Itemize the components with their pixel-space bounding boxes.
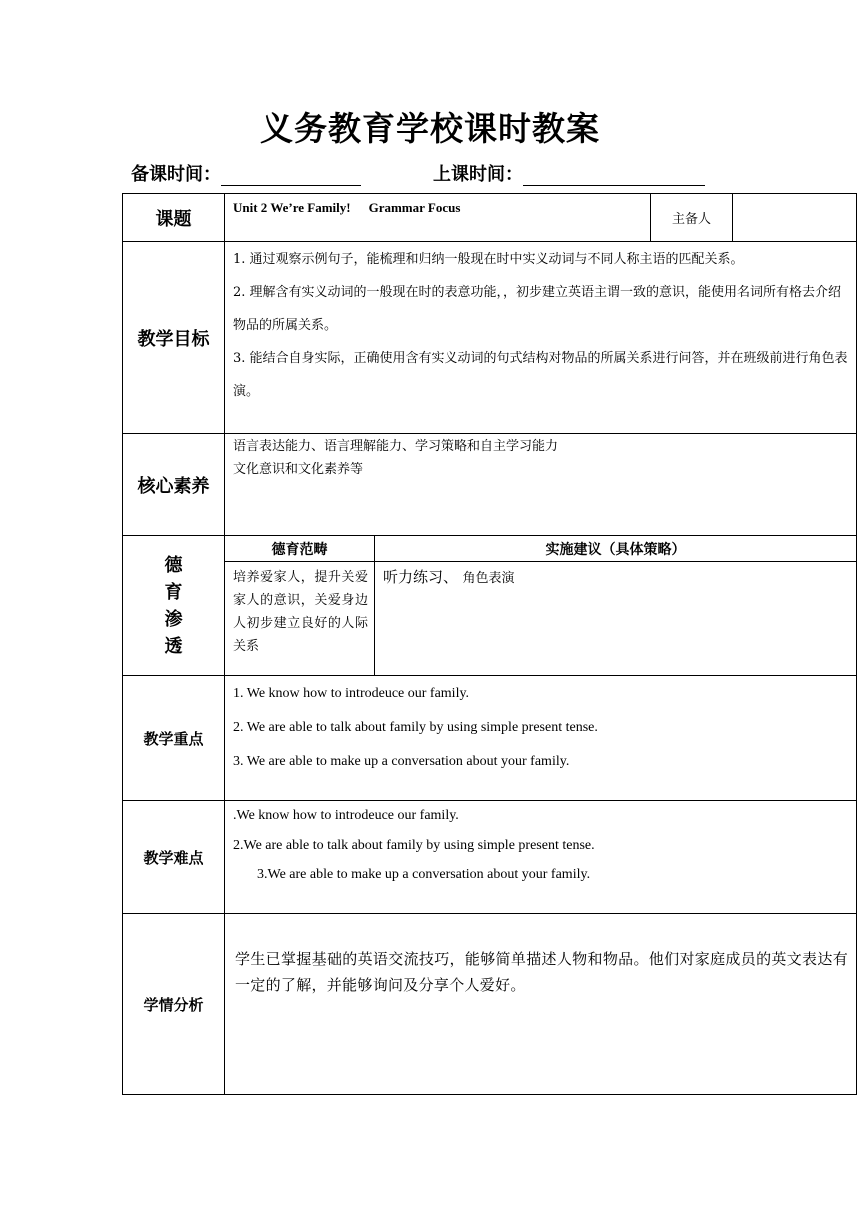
difficulties-content [225, 801, 857, 914]
core-literacy-row [123, 434, 857, 536]
topic-label: 课题 [123, 194, 225, 242]
moral-education-label [123, 536, 225, 676]
objectives-label: 教学目标 [123, 242, 225, 434]
topic-row [123, 194, 857, 242]
difficulty-item: .We know how to introdeuce our family. [233, 808, 459, 823]
class-time-field [433, 160, 705, 186]
analysis-label: 学情分析 [123, 914, 225, 1095]
topic-section: Grammar Focus [368, 200, 461, 215]
core-literacy-content [225, 434, 857, 536]
key-point-item: 2. We are able to talk about family by using simple present tense. [233, 720, 598, 735]
prep-time-field [131, 160, 361, 186]
moral-header-row [123, 536, 857, 562]
moral-category-content: 培养爱家人，提升关爱家人的意识，关爱身边人初步建立良好的人际关系 [225, 562, 375, 676]
moral-label-char: 德 [164, 554, 183, 576]
difficulties-row [123, 801, 857, 914]
owner-label: 主备人 [651, 194, 733, 242]
key-point-item: 1. We know how to introdeuce our family. [233, 686, 470, 701]
analysis-content: 学生已掌握基础的英语交流技巧，能够简单描述人物和物品。他们对家庭成员的英文表达有一定的了解，并能够询问及分享个人爱好。 [225, 914, 857, 1095]
key-points-content [225, 676, 857, 801]
topic-unit: Unit 2 We’re Family! [233, 200, 351, 215]
objective-item: 3. 能结合自身实际，正确使用含有实义动词的句式结构对物品的所属关系进行问答，并在班级前进行角色表演。 [233, 351, 848, 399]
owner-value [733, 194, 857, 242]
moral-label-char: 育 [164, 581, 183, 603]
difficulties-label: 教学难点 [123, 801, 225, 914]
key-point-item: 3. We are able to make up a conversation about your family. [233, 754, 570, 769]
core-literacy-line: 文化意识和文化素养等 [233, 462, 364, 477]
objectives-content [225, 242, 857, 434]
moral-content-row [123, 562, 857, 676]
difficulty-item: 3.We are able to make up a conversation about your family. [257, 867, 591, 882]
class-time-label: 上课时间： [433, 164, 523, 185]
key-points-row [123, 676, 857, 801]
analysis-row [123, 914, 857, 1095]
moral-label-char: 透 [164, 635, 183, 657]
core-literacy-line: 语言表达能力、语言理解能力、学习策略和自主学习能力 [233, 439, 559, 454]
moral-label-char: 渗 [164, 608, 183, 630]
suggestion-main: 听力练习、 [383, 568, 459, 586]
document-title: 义务教育学校课时教案 [260, 109, 600, 148]
objectives-row [123, 242, 857, 434]
moral-suggestion-header: 实施建议（具体策略） [375, 536, 857, 562]
moral-category-header: 德育范畴 [225, 536, 375, 562]
lesson-plan-table [122, 193, 857, 1095]
class-time-blank [523, 165, 705, 186]
topic-value [225, 194, 651, 242]
prep-time-label: 备课时间： [131, 164, 221, 185]
suggestion-rest: 角色表演 [462, 571, 515, 586]
objective-item: 1. 通过观察示例句子，能梳理和归纳一般现在时中实义动词与不同人称主语的匹配关系。 [233, 252, 744, 267]
key-points-label: 教学重点 [123, 676, 225, 801]
core-literacy-label: 核心素养 [123, 434, 225, 536]
difficulty-item: 2.We are able to talk about family by using simple present tense. [233, 838, 595, 853]
prep-time-blank [221, 165, 361, 186]
moral-suggestion-content [375, 562, 857, 676]
objective-item: 2. 理解含有实义动词的一般现在时的表意功能，，初步建立英语主谓一致的意识，能使用名词所有格去介绍物品的所属关系。 [233, 285, 842, 333]
